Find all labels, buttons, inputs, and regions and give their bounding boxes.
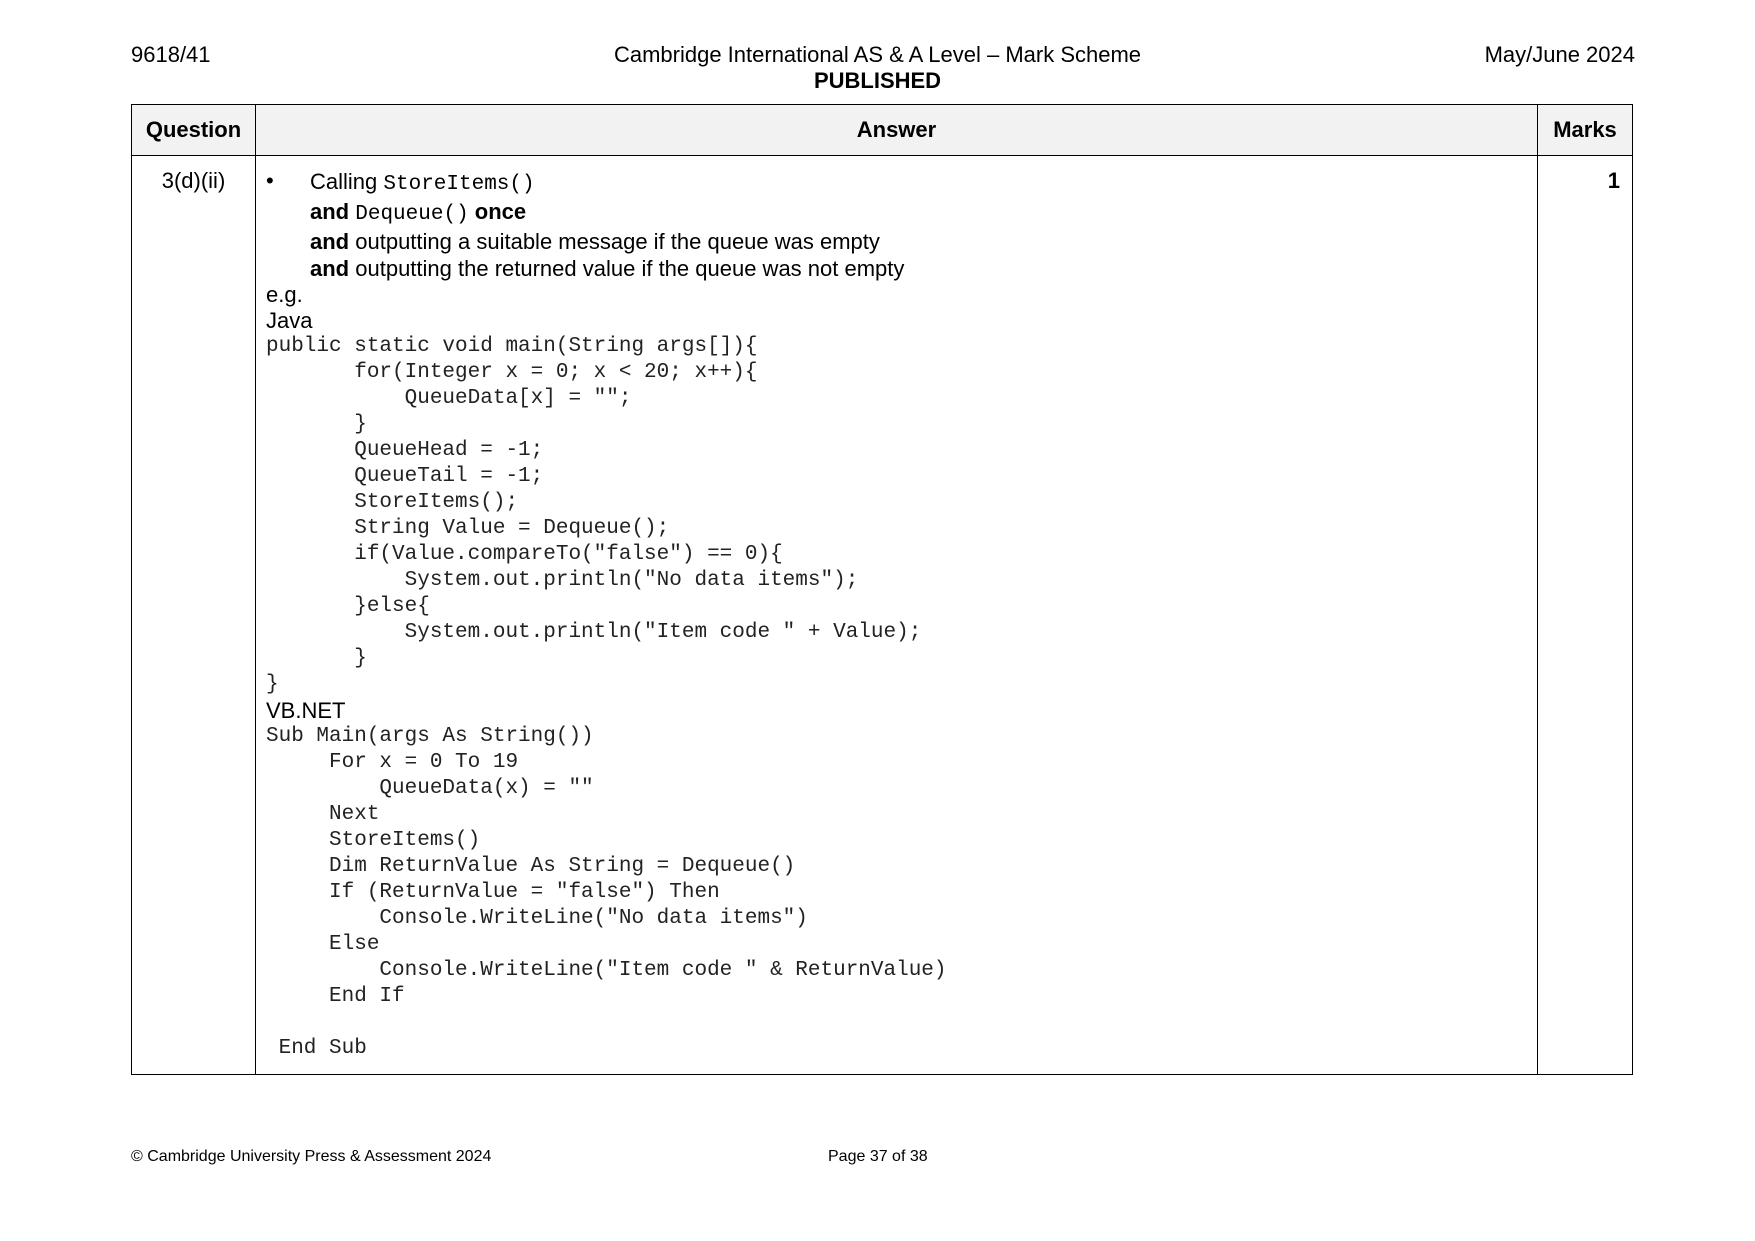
storeitems-code: StoreItems() xyxy=(383,173,535,196)
and-keyword: and xyxy=(310,229,350,254)
calling-text: Calling xyxy=(310,169,378,194)
vbnet-code-block: Sub Main(args As String()) For x = 0 To 19 QueueData(x) = "" Next StoreItems() Dim ReturnValue As String = Dequeue() If (ReturnValue = "false") Then Console.WriteLine("No data items") Else Console.WriteLine("Item code " & ReturnValue) End If End Sub xyxy=(266,725,947,1060)
nonempty-queue-criterion: outputting the returned value if the queue was not empty xyxy=(355,256,905,281)
and-keyword: and xyxy=(310,199,350,224)
and-keyword: and xyxy=(310,256,350,281)
marks-column-header: Marks xyxy=(1538,105,1633,156)
mark-scheme-table xyxy=(131,104,1633,1075)
answer-column-header: Answer xyxy=(256,105,1538,156)
table-header-row xyxy=(132,105,1633,156)
marking-point xyxy=(266,168,1527,282)
marks-value: 1 xyxy=(1538,156,1633,1075)
once-keyword: once xyxy=(474,199,527,224)
exam-session: May/June 2024 xyxy=(1484,42,1635,67)
example-label: e.g. xyxy=(266,282,303,307)
table-row xyxy=(132,156,1633,1075)
published-label: PUBLISHED xyxy=(813,68,942,93)
vbnet-label: VB.NET xyxy=(266,698,346,723)
title-text: Cambridge International AS & A Level – Mark Scheme xyxy=(613,42,1142,67)
answer-cell xyxy=(256,156,1538,1075)
question-column-header: Question xyxy=(132,105,256,156)
question-number: 3(d)(ii) xyxy=(132,156,256,1075)
marking-point-text xyxy=(310,168,904,282)
dequeue-code: Dequeue() xyxy=(355,203,469,226)
java-label: Java xyxy=(266,308,313,333)
paper-code: 9618/41 xyxy=(131,42,211,67)
copyright-notice: © Cambridge University Press & Assessment 2024 xyxy=(131,1148,492,1165)
bullet-icon: • xyxy=(266,168,274,193)
empty-queue-criterion: outputting a suitable message if the queue was empty xyxy=(355,229,880,254)
page-number: Page 37 of 38 xyxy=(828,1148,928,1165)
java-code-block: public static void main(String args[]){ for(Integer x = 0; x < 20; x++){ QueueData[x] = ""; } QueueHead = -1; QueueTail = -1; StoreItems(); String Value = Dequeue(); if(Value.compareTo("false") == 0){ System.out.println("No data items"); }else{ System.out.println("Item code " + Value); } } xyxy=(266,335,922,696)
